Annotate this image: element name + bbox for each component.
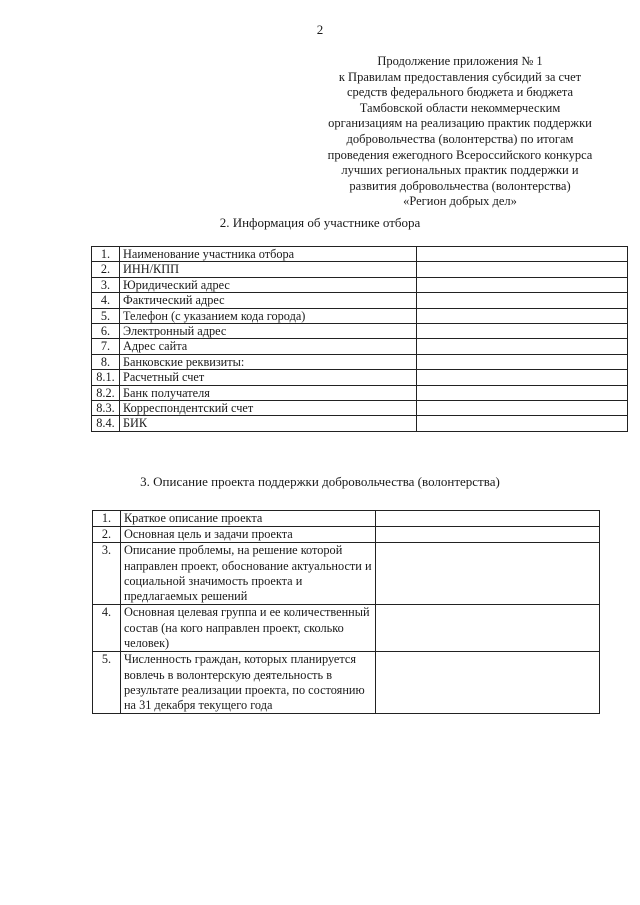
table-row bbox=[93, 527, 600, 543]
appendix-note-line: к Правилам предоставления субсидий за счет bbox=[338, 69, 582, 84]
table-row bbox=[93, 605, 600, 652]
row-number: 8.4. bbox=[92, 416, 120, 431]
row-label: Краткое описание проекта bbox=[120, 511, 375, 527]
row-value-cell[interactable] bbox=[375, 652, 599, 714]
row-value-cell[interactable] bbox=[416, 416, 627, 431]
page-number: 2 bbox=[316, 22, 324, 37]
row-number: 1. bbox=[92, 247, 120, 262]
row-value-cell[interactable] bbox=[416, 308, 627, 323]
row-number: 5. bbox=[92, 308, 120, 323]
row-label: Телефон (с указанием кода города) bbox=[119, 308, 416, 323]
row-number: 2. bbox=[92, 262, 120, 277]
row-label: Численность граждан, которых планируется вовлечь в волонтерскую деятельность в результате реализации проекта, по состоянию на 31 декабря текущего года bbox=[120, 652, 375, 714]
appendix-note-line: лучших региональных практик поддержки и bbox=[341, 163, 579, 178]
row-label: ИНН/КПП bbox=[119, 262, 416, 277]
table-row bbox=[92, 385, 628, 400]
row-value-cell[interactable] bbox=[416, 354, 627, 369]
appendix-note-line: добровольчества (волонтерства) по итогам bbox=[346, 131, 574, 146]
row-number: 8.1. bbox=[92, 370, 120, 385]
row-number: 4. bbox=[92, 293, 120, 308]
row-number: 5. bbox=[93, 652, 121, 714]
row-value-cell[interactable] bbox=[416, 277, 627, 292]
table-row bbox=[93, 543, 600, 605]
row-label: Банковские реквизиты: bbox=[119, 354, 416, 369]
table-row bbox=[92, 401, 628, 416]
row-label: Банк получателя bbox=[119, 385, 416, 400]
appendix-note-line: средств федерального бюджета и бюджета bbox=[346, 85, 574, 100]
row-value-cell[interactable] bbox=[416, 339, 627, 354]
section-3-title: 3. Описание проекта поддержки добровольчества (волонтерства) bbox=[140, 474, 500, 489]
row-label: Адрес сайта bbox=[119, 339, 416, 354]
table-row bbox=[92, 262, 628, 277]
row-label: Юридический адрес bbox=[119, 277, 416, 292]
appendix-note-line: проведения ежегодного Всероссийского конкурса bbox=[327, 147, 593, 162]
table-row bbox=[92, 308, 628, 323]
appendix-note-line: организациям на реализацию практик поддержки bbox=[328, 116, 592, 131]
table-row bbox=[92, 354, 628, 369]
row-label: Фактический адрес bbox=[119, 293, 416, 308]
row-number: 8.3. bbox=[92, 401, 120, 416]
row-label: Основная цель и задачи проекта bbox=[120, 527, 375, 543]
row-value-cell[interactable] bbox=[416, 324, 627, 339]
table-row bbox=[92, 339, 628, 354]
row-label: Описание проблемы, на решение которой направлен проект, обоснование актуальности и социальной значимость проекта и предлагаемых решений bbox=[120, 543, 375, 605]
row-number: 2. bbox=[93, 527, 121, 543]
row-label: БИК bbox=[119, 416, 416, 431]
table-row bbox=[92, 247, 628, 262]
row-value-cell[interactable] bbox=[416, 385, 627, 400]
row-number: 6. bbox=[92, 324, 120, 339]
row-label: Расчетный счет bbox=[119, 370, 416, 385]
row-value-cell[interactable] bbox=[375, 527, 599, 543]
table-row bbox=[92, 277, 628, 292]
appendix-note-line: Тамбовской области некоммерческим bbox=[359, 100, 561, 115]
row-value-cell[interactable] bbox=[416, 247, 627, 262]
row-number: 3. bbox=[93, 543, 121, 605]
appendix-note-line: развития добровольчества (волонтерства) bbox=[349, 178, 571, 193]
table-row bbox=[93, 511, 600, 527]
row-number: 3. bbox=[92, 277, 120, 292]
appendix-note bbox=[314, 54, 606, 210]
row-label: Электронный адрес bbox=[119, 324, 416, 339]
row-number: 1. bbox=[93, 511, 121, 527]
row-value-cell[interactable] bbox=[375, 605, 599, 652]
row-number: 4. bbox=[93, 605, 121, 652]
row-label: Основная целевая группа и ее количественный состав (на кого направлен проект, сколько человек) bbox=[120, 605, 375, 652]
row-label: Наименование участника отбора bbox=[119, 247, 416, 262]
section-2-title: 2. Информация об участнике отбора bbox=[219, 215, 421, 230]
row-number: 8. bbox=[92, 354, 120, 369]
table-row bbox=[92, 416, 628, 431]
table-row bbox=[92, 293, 628, 308]
row-value-cell[interactable] bbox=[375, 511, 599, 527]
row-value-cell[interactable] bbox=[416, 293, 627, 308]
row-value-cell[interactable] bbox=[416, 370, 627, 385]
row-number: 7. bbox=[92, 339, 120, 354]
table-row bbox=[92, 324, 628, 339]
row-value-cell[interactable] bbox=[416, 262, 627, 277]
appendix-note-line: Продолжение приложения № 1 bbox=[377, 54, 543, 68]
row-number: 8.2. bbox=[92, 385, 120, 400]
participant-info-table bbox=[91, 246, 628, 432]
project-description-table bbox=[92, 510, 600, 714]
row-value-cell[interactable] bbox=[416, 401, 627, 416]
table-row bbox=[92, 370, 628, 385]
row-label: Корреспондентский счет bbox=[119, 401, 416, 416]
table-row bbox=[93, 652, 600, 714]
appendix-note-line: «Регион добрых дел» bbox=[403, 194, 517, 209]
row-value-cell[interactable] bbox=[375, 543, 599, 605]
